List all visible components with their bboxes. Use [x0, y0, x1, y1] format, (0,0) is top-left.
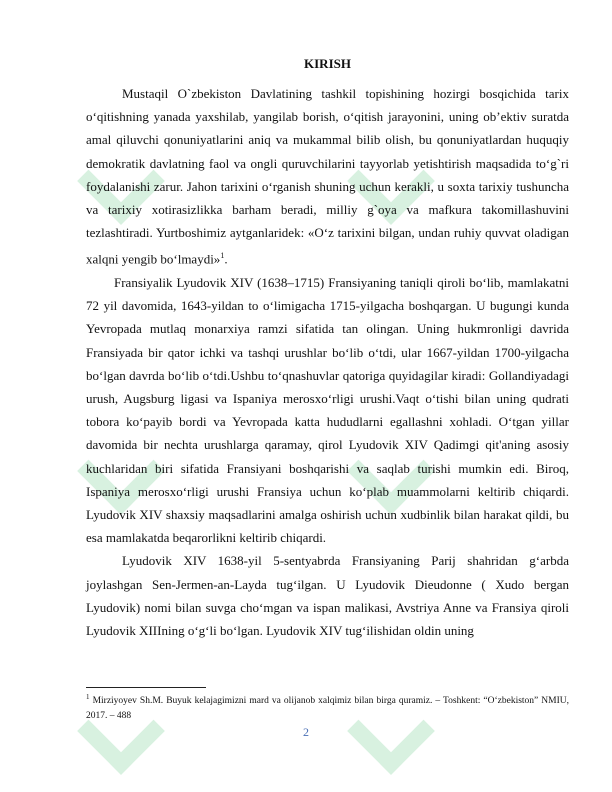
paragraph-intro: [86, 82, 569, 271]
document-page: [86, 52, 569, 642]
footnote-separator: [86, 687, 206, 688]
page-title: KIRISH: [304, 56, 351, 71]
footnote-number: 1: [86, 693, 90, 701]
footnote: [86, 690, 569, 724]
footnote-reference[interactable]: 1: [220, 251, 225, 261]
page-number: 2: [303, 725, 309, 739]
paragraph-birth: Lyudovik XIV 1638-yil 5-sentyabrda Fransiyaning Parij shahridan g‘arbda joylashgan Sen-Jermen-an-Layda tug‘ilgan. U Lyudovik Dieudonne ( Xudo bergan Lyudovik) nomi bilan suvga cho‘mgan va ispan malikasi, Avstriya Anne va Fransiya qiroli Lyudovik XIIIning o‘g‘li bo‘lgan. Lyudovik XIV tug‘ilishidan oldin uning: [86, 553, 569, 638]
paragraph-end: .: [224, 251, 228, 267]
paragraph-text: Mustaqil O`zbekiston Davlatining tashkil topishining hozirgi bosqichida tarix o‘qitishning yanada yaxshilab, yangilab borish, o‘qitish jarayonini, uning ob’ektiv suratda amal qiluvchi qonuniyatlarini aniq va mukammal bilib olish, bu qonuniyatlardan huquqiy demokratik davlatning faol va ongli quruvchilarini tayyorlab yetishtirish maqsadida to‘g`ri foydalanishi zarur. Jahon tarixini o‘rganish shuning uchun kerakli, u soxta tarixiy tushuncha va tarixiy xotirasizlikka barham beradi, milliy g`oya va mafkura takomillashuvini tezlashtiradi. Yurtboshimiz aytganlaridek: «O‘z tarixini bilgan, undan ruhiy quvvat oladigan xalqni yengib bo‘lmaydi»: [86, 86, 569, 267]
paragraph-louis-xiv: Fransiyalik Lyudovik XIV (1638–1715) Fransiyaning taniqli qiroli bo‘lib, mamlakatni 72 yil davomida, 1643-yildan to o‘limigacha 1715-yilgacha boshqargan. U bugungi kunda Yevropada mutlaq monarxiya ramzi sifatida tan olingan. Uning hukmronligi davrida Fransiyada bir qator ichki va tashqi urushlar bo‘lib o‘tdi, ular 1667-yildan 1700-yilgacha bo‘lgan davrda bo‘lib o‘tdi.Ushbu to‘qnashuvlar qatoriga quyidagilar kiradi: Gollandiyadagi urush, Augsburg ligasi va Ispaniya merosxo‘rligi urushi.Vaqt o‘tishi bilan uning qudrati tobora ko‘payib bordi va Yevropada katta hududlarni egallashni xohladi. O‘tgan yillar davomida bir nechta urushlarga qaramay, qirol Lyudovik XIV Qadimgi qit'aning asosiy kuchlaridan biri sifatida Fransiyani boshqarishi va saqlab turishi mumkin edi. Biroq, Ispaniya merosxo‘rligi urushi Fransiya uchun ko‘plab muammolarni keltirib chiqardi. Lyudovik XIV shaxsiy maqsadlarini amalga oshirish uchun xudbinlik bilan harakat qildi, bu esa mamlakatda beqarorlikni keltirib chiqardi.: [86, 274, 569, 546]
footnote-text: Mirziyoyev Sh.M. Buyuk kelajagimizni mard va olijanob xalqimiz bilan birga quramiz. – Toshkent: “O‘zbekiston” NMIU, 2017. – 488: [86, 696, 570, 722]
